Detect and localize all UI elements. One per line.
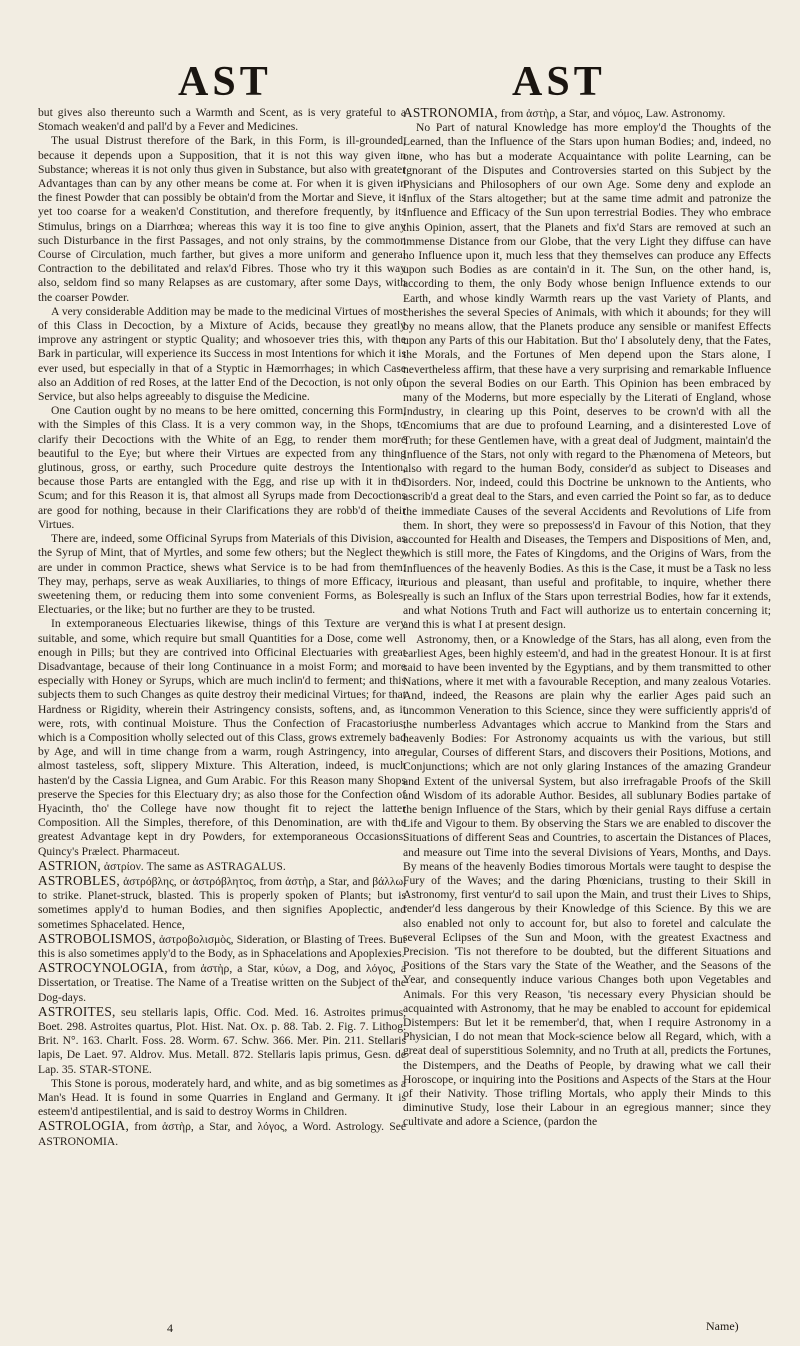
- left-text-column: [38, 106, 406, 1149]
- body-paragraph: The usual Distrust therefore of the Bark, in this Form, is ill-grounded, because it depends upon a Supposition, that it is not this way given in Substance; whereas it is not only thus given in Substance, but also with greater Advantages than can by any other means be come at. For when it is given in the finest Powder that can possibly be obtain'd from the Mortar and Sieve, it is yet too coarse for a weaken'd Constitution, and therefore frequently, by its Stimulus, brings on a Diarrhœa; whereas this way it is too fine to give any such Disturbance in the first Passages, and not only strains, by the common Course of Circulation, much farther, but gives a more uniform and general Contraction to the debilitated and relax'd Fibres. Those who try it this way also, seldom find so many Relapses as are customary, after some Days, with the coarser Powder.: [38, 134, 406, 304]
- dictionary-entry: [38, 1005, 406, 1077]
- entry-definition: from ἀστὴρ, a Star, and νόμος, Law. Astronomy.: [497, 107, 726, 120]
- entry-headword: ASTRONOMIA,: [403, 105, 498, 120]
- dictionary-entry: [38, 961, 406, 1005]
- body-paragraph: but gives also thereunto such a Warmth and Scent, as is very grateful to a Stomach weaken'd and pall'd by a Fever and Medicines.: [38, 106, 406, 134]
- body-paragraph: No Part of natural Knowledge has more employ'd the Thoughts of the Learned, than the Influence of the Stars upon human Bodies; and, indeed, no one, who has but a moderate Acquaintance with polite Learning, can be ignorant of the Disputes and Controversies started on this Subject by the Physicians and Philosophers of our own Age. Some deny and explode an Influx of the Stars altogether; but at the same time admit and patronize the Influence and Efficacy of the Sun upon terrestrial Bodies. They who embrace this Opinion, assert, that the Planets and fix'd Stars are removed at such an immense Distance from our Globe, that the very Light they diffuse can have no Influence upon it, much less that they themselves can produce any Effects upon such Bodies as are contain'd in it. The Sun, on the other hand, is, according to them, the only Body whose benign Influence extends to our Earth, and whose kindly Warmth rears up the vast Variety of Plants, and cherishes the several Species of Animals, with which it abounds; for they will by no means allow, that the Planets produce any sensible or manifest Effects upon any Parts of this our Habitation. But tho' I absolutely deny, that the Fates, the Morals, and the Fortunes of Men depend upon the Stars alone, I nevertheless affirm, that these have a very surprising and remarkable Influence upon the several Bodies on our Earth. This Opinion has been embraced by many of the Moderns, but more especially by the Literati of England, whose Industry, in clearing up this Point, deserves to be crown'd with all the Encomiums that are due to profound Learning, and a disinterested Love of Truth; for these Gentlemen have, with a great deal of Judgment, maintain'd the Influence of the Stars, not only with regard to the Phænomena of Meteors, but also with regard to the human Body, consider'd as subject to Diseases and Disorders. Nor, indeed, could this Doctrine be unknown to the Antients, who ascrib'd a great deal to the Stars, and even carried the Point so far, as to deduce the immediate Causes of the several Accidents and Revolutions of Life from them. In short, they were so prepossess'd in Favour of this Notion, that they accounted for Health and Diseases, the Tempers and Dispositions of Men, and, which is still more, the Fates of Kingdoms, and the Origins of Wars, from the Influences of the heavenly Bodies. As this is the Case, it must be a Task no less curious and pleasant, than useful and profitable, to inquire, whether there really is such an Influx of the Stars upon terrestrial Bodies, how far it extends, and what Notions Truth and Fact will authorize us to entertain concerning it; and this is what I at present design.: [403, 121, 771, 632]
- dictionary-entry: [38, 1119, 406, 1148]
- entry-headword: ASTROITES,: [38, 1003, 116, 1019]
- entry-definition: from ἀστὴρ, a Star, and λόγος, a Word. Astrology. See ASTRONOMIA.: [38, 1120, 406, 1148]
- entry-definition: ἀστροβολισμὸς, Sideration, or Blasting of Trees. But this is also sometimes apply'd to the Body, as in Sphacelations and Apoplexies.: [38, 932, 406, 960]
- dictionary-entry: [38, 859, 406, 874]
- entry-headword: ASTROBOLISMOS,: [38, 930, 156, 946]
- body-paragraph: One Caution ought by no means to be here omitted, concerning this Form, with the Simples of this Class. It is a very common way, in the Shops, to clarify their Decoctions with the White of an Egg, to render them more beautiful to the Eye; but where their Virtues are expected from any thing glutinous, gross, or earthy, such Procedure quite destroys the Intention, because those Parts are entangled with the Egg, and rise up with it in the Scum; and for this Reason it is, that almost all Syrups made from Decoctions are good for nothing, because in their Clarifications they are robb'd of their Virtues.: [38, 404, 406, 531]
- entry-definition: seu stellaris lapis, Offic. Cod. Med. 16. Astroites primus, Boet. 298. Astroites quartus, Plot. Hist. Nat. Ox. p. 88. Tab. 2. Fig. 7. Lithog. Brit. N°. 163. Charlt. Foss. 28. Worm. 67. Schw. 366. Mer. Pin. 211. Stellaris lapis, De Laet. 97. Aldrov. Mus. Metall. 872. Stellaris lapis primus, Gesn. de Lap. 35. STAR-STONE.: [38, 1005, 406, 1076]
- dictionary-entry: [403, 106, 771, 121]
- catchword: Name): [706, 1319, 739, 1333]
- dictionary-entry: [38, 932, 406, 961]
- right-text-column: [403, 106, 771, 1130]
- right-running-head: AST: [512, 59, 606, 105]
- entry-definition: ἀστρόβλης, or ἀστρόβλητος, from ἀστὴρ, a Star, and βάλλω, to strike. Planet-struck, blasted. This is properly spoken of Plants; but is sometimes apply'd to human Bodies, and then signifies Apoplectic, and sometimes Sphacelated. Hence,: [38, 874, 406, 931]
- entry-headword: ASTROLOGIA,: [38, 1118, 130, 1134]
- dictionary-entry: [38, 874, 406, 932]
- body-paragraph: A very considerable Addition may be made to the medicinal Virtues of most of this Class in Decoction, by a Mixture of Acids, because they greatly improve any astringent or styptic Quality; and whosoever tries this, with the Bark in particular, will experience its Success in most Intentions for which it is ever used, but especially in that of a Styptic in Hæmorrhages; in which Case also an Addition of red Roses, at the latter End of the Decoction, is not only of Service, but also helps agreeably to disguise the Medicine.: [38, 304, 406, 404]
- body-paragraph: Astronomy, then, or a Knowledge of the Stars, has all along, even from the earliest Ages, been highly esteem'd, and had in the greatest Honour. It is at first said to have been invented by the Egyptians, and by them transmitted to other Nations, where it met with a favourable Reception, and many zealous Votaries. And, indeed, the Reasons are plain why the earlier Ages paid such an uncommon Veneration to this Science, since they were sufficiently appris'd of the numberless Advantages which accrue to Mankind from the Stars and heavenly Bodies: For Astronomy acquaints us with the various, but still regular, Courses of different Stars, and discovers their Positions, Motions, and Conjunctions; which are not only glaring Instances of the amazing Grandeur and Extent of the universal System, but also irrefragable Proofs of the Skill and Wisdom of its adorable Author. Besides, all sublunary Bodies partake of the benign Influence of the Stars, which by their genial Rays diffuse a certain Life and Vigour to them. By observing the Stars we are enabled to discover the Situations of different Seas and Countries, to ascertain the Distances of Places, and measure out Time into the several Divisions of Years, Months, and Days. By means of the heavenly Bodies timorous Mortals were taught to despise the Fury of the Waves; and the daring Phœnicians, trusting to their Skill in Astronomy, first ventur'd to sail upon the Main, and trust their Lives to Ships, render'd less dangerous by their Knowledge of this Science. By this we are also enabled not only to account for, but also to foretel and calculate the several Eclipses of the Sun and Moon, with the greatest Exactness and Precision. 'Tis not therefore to be doubted, but the different Situations and Positions of the Stars vary the State of the Weather, and the Seasons of the Year, and consequently induce various Changes both upon Vegetables and Animals. For this very Reason, 'tis necessary every Physician should be acquainted with Astronomy, that he may be enabled to account for epidemical Distempers: But let it be remember'd, that, when I require Astronomy in a Physician, I do not mean that Mock-science below all Regard, which, with a great deal of superstitious Solemnity, and no Truth at all, predicts the Fortunes, the Distempers, and the Deaths of People, by drawing what we call their Horoscope, or inquiring into the Positions and Aspects of the Stars at the Hour of their Nativity. Those trifling Mortals, who apply their Minds to this diminutive Study, lose their Labour in an egregious manner; since they cultivate and adore a Science, (pardon the: [403, 632, 771, 1129]
- body-paragraph: This Stone is porous, moderately hard, and white, and as big sometimes as a Man's Head. It is found in some Quarries in England and Germany. It is esteem'd antipestilential, and is said to destroy Worms in Children.: [38, 1076, 406, 1119]
- entry-definition: from ἀστὴρ, a Star, κύων, a Dog, and λόγος, a Dissertation, or Treatise. The Name of a Treatise written on the Subject of the Dog-days.: [38, 962, 406, 1004]
- page-number: 4: [167, 1321, 173, 1335]
- entry-definition: ἀστρίον. The same as ASTRAGALUS.: [100, 859, 286, 873]
- body-paragraph: There are, indeed, some Officinal Syrups from Materials of this Division, as the Syrup of Mint, that of Myrtles, and some few others; but the Neglect they are under in common Practice, shews what Service is to be had from them: They may, perhaps, serve as weak Auxiliaries, to things of more Efficacy, in sweetening them, or reducing them into some convenient Forms, as Boles, Electuaries, or the like; but no further are they to be trusted.: [38, 532, 406, 617]
- entry-headword: ASTRION,: [38, 857, 101, 873]
- body-paragraph: In extemporaneous Electuaries likewise, things of this Texture are very suitable, and some, which require but small Quantities for a Dose, come well enough in Pills; but they are contrived into Officinal Electuaries with great Disadvantage, because of their long Continuance in a moist Form; and more especially with Honey or Syrups, which are much inclin'd to ferment; and this subjects them to such Changes as quite destroy their medicinal Virtues; for that Hardness or Rigidity, wherein their Astringency consists, softens, and, as it were, rots, with continual Moisture. Thus the Confection of Fracastorius, which is a Composition wholly selected out of this Class, grows extremely bad by Age, and will in time change from a warm, rough Astringency, into an almost tasteless, soft, slippery Mixture. This Alteration, indeed, is much hasten'd by the Cassia Lignea, and Gum Arabic. For this Reason many Shops preserve the Species for this Electuary dry; as also those for the Confection of Hyacinth, tho' the College have now thought fit to reject the latter Composition. All the Simples, therefore, of this Denomination, are with the greatest Advantage kept in dry Powders, for extemporaneous Occasions. Quincy's Prælect. Pharmaceut.: [38, 617, 406, 858]
- running-header: [0, 58, 800, 108]
- left-running-head: AST: [178, 59, 272, 105]
- entry-headword: ASTROCYNOLOGIA,: [38, 960, 168, 976]
- entry-headword: ASTROBLES,: [38, 872, 120, 888]
